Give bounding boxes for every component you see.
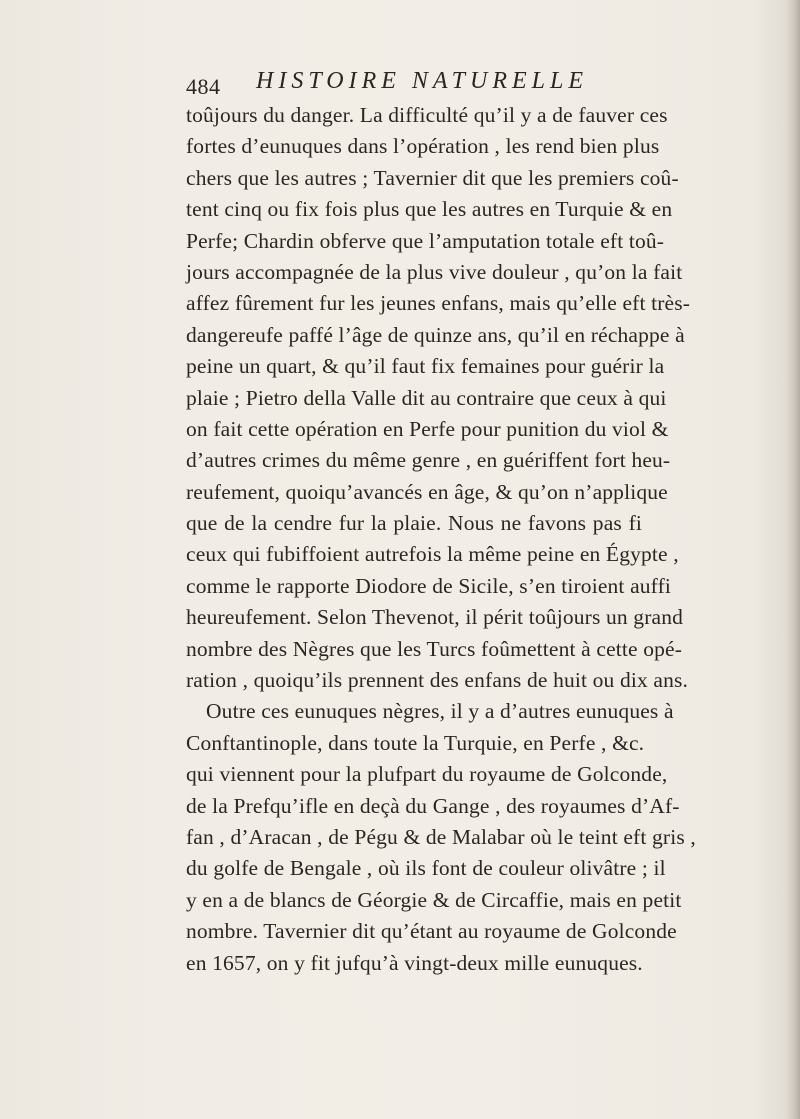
text-line: nombre. Tavernier dit qu’étant au royaume de Golconde bbox=[186, 919, 677, 944]
text-line: ceux qui fubiffoient autrefois la même peine en Égypte , bbox=[186, 542, 679, 567]
text-line: chers que les autres ; Tavernier dit que les premiers coû- bbox=[186, 165, 679, 190]
page-edge-shadow bbox=[786, 0, 800, 1119]
text-line: en 1657, on y fit jufqu’à vingt-deux mille eunuques. bbox=[186, 950, 643, 975]
page-header bbox=[186, 68, 626, 100]
text-line: qui viennent pour la plufpart du royaume de Golconde, bbox=[186, 762, 668, 787]
text-line: Outre ces eunuques nègres, il y a d’autres eunuques à bbox=[206, 699, 674, 724]
text-line: comme le rapporte Diodore de Sicile, s’en tiroient auffi bbox=[186, 573, 672, 598]
text-line: plaie ; Pietro della Valle dit au contraire que ceux à qui bbox=[186, 385, 667, 410]
text-line: fan , d’Aracan , de Pégu & de Malabar où le teint eft gris , bbox=[186, 824, 696, 849]
text-line: que de la cendre fur la plaie. Nous ne favons pas fi bbox=[186, 511, 642, 536]
text-line: Conftantinople, dans toute la Turquie, en Perfe , &c. bbox=[186, 730, 645, 755]
text-line: dangereufe paffé l’âge de quinze ans, qu’il en réchappe à bbox=[186, 322, 685, 347]
text-line: y en a de blancs de Géorgie & de Circaffie, mais en petit bbox=[186, 887, 682, 912]
text-line: heureufement. Selon Thevenot, il périt toûjours un grand bbox=[186, 605, 684, 630]
text-line: affez fûrement fur les jeunes enfans, mais qu’elle eft très- bbox=[186, 291, 691, 316]
text-line: on fait cette opération en Perfe pour punition du viol & bbox=[186, 416, 669, 441]
text-line: d’autres crimes du même genre , en guériffent fort heu- bbox=[186, 448, 671, 473]
text-line: tent cinq ou fix fois plus que les autres en Turquie & en bbox=[186, 197, 673, 222]
text-line: Perfe; Chardin obferve que l’amputation totale eft toû- bbox=[186, 228, 665, 253]
text-line: nombre des Nègres que les Turcs foûmettent à cette opé- bbox=[186, 636, 683, 661]
body-text bbox=[186, 100, 696, 979]
text-line: reufement, quoiqu’avancés en âge, & qu’on n’applique bbox=[186, 479, 668, 504]
text-line: fortes d’eunuques dans l’opération , les rend bien plus bbox=[186, 134, 660, 159]
text-line: ration , quoiqu’ils prennent des enfans de huit ou dix ans. bbox=[186, 668, 689, 693]
text-line: peine un quart, & qu’il faut fix femaines pour guérir la bbox=[186, 354, 665, 379]
text-line: jours accompagnée de la plus vive douleur , qu’on la fait bbox=[186, 259, 683, 284]
text-line: de la Prefqu’ifle en deçà du Gange , des royaumes d’Af- bbox=[186, 793, 680, 818]
page-number: 484 bbox=[186, 74, 221, 99]
text-line: toûjours du danger. La difficulté qu’il y a de fauver ces bbox=[186, 103, 668, 127]
running-title: HISTOIRE NATURELLE bbox=[256, 68, 589, 94]
text-line: du golfe de Bengale , où ils font de couleur olivâtre ; il bbox=[186, 856, 666, 881]
